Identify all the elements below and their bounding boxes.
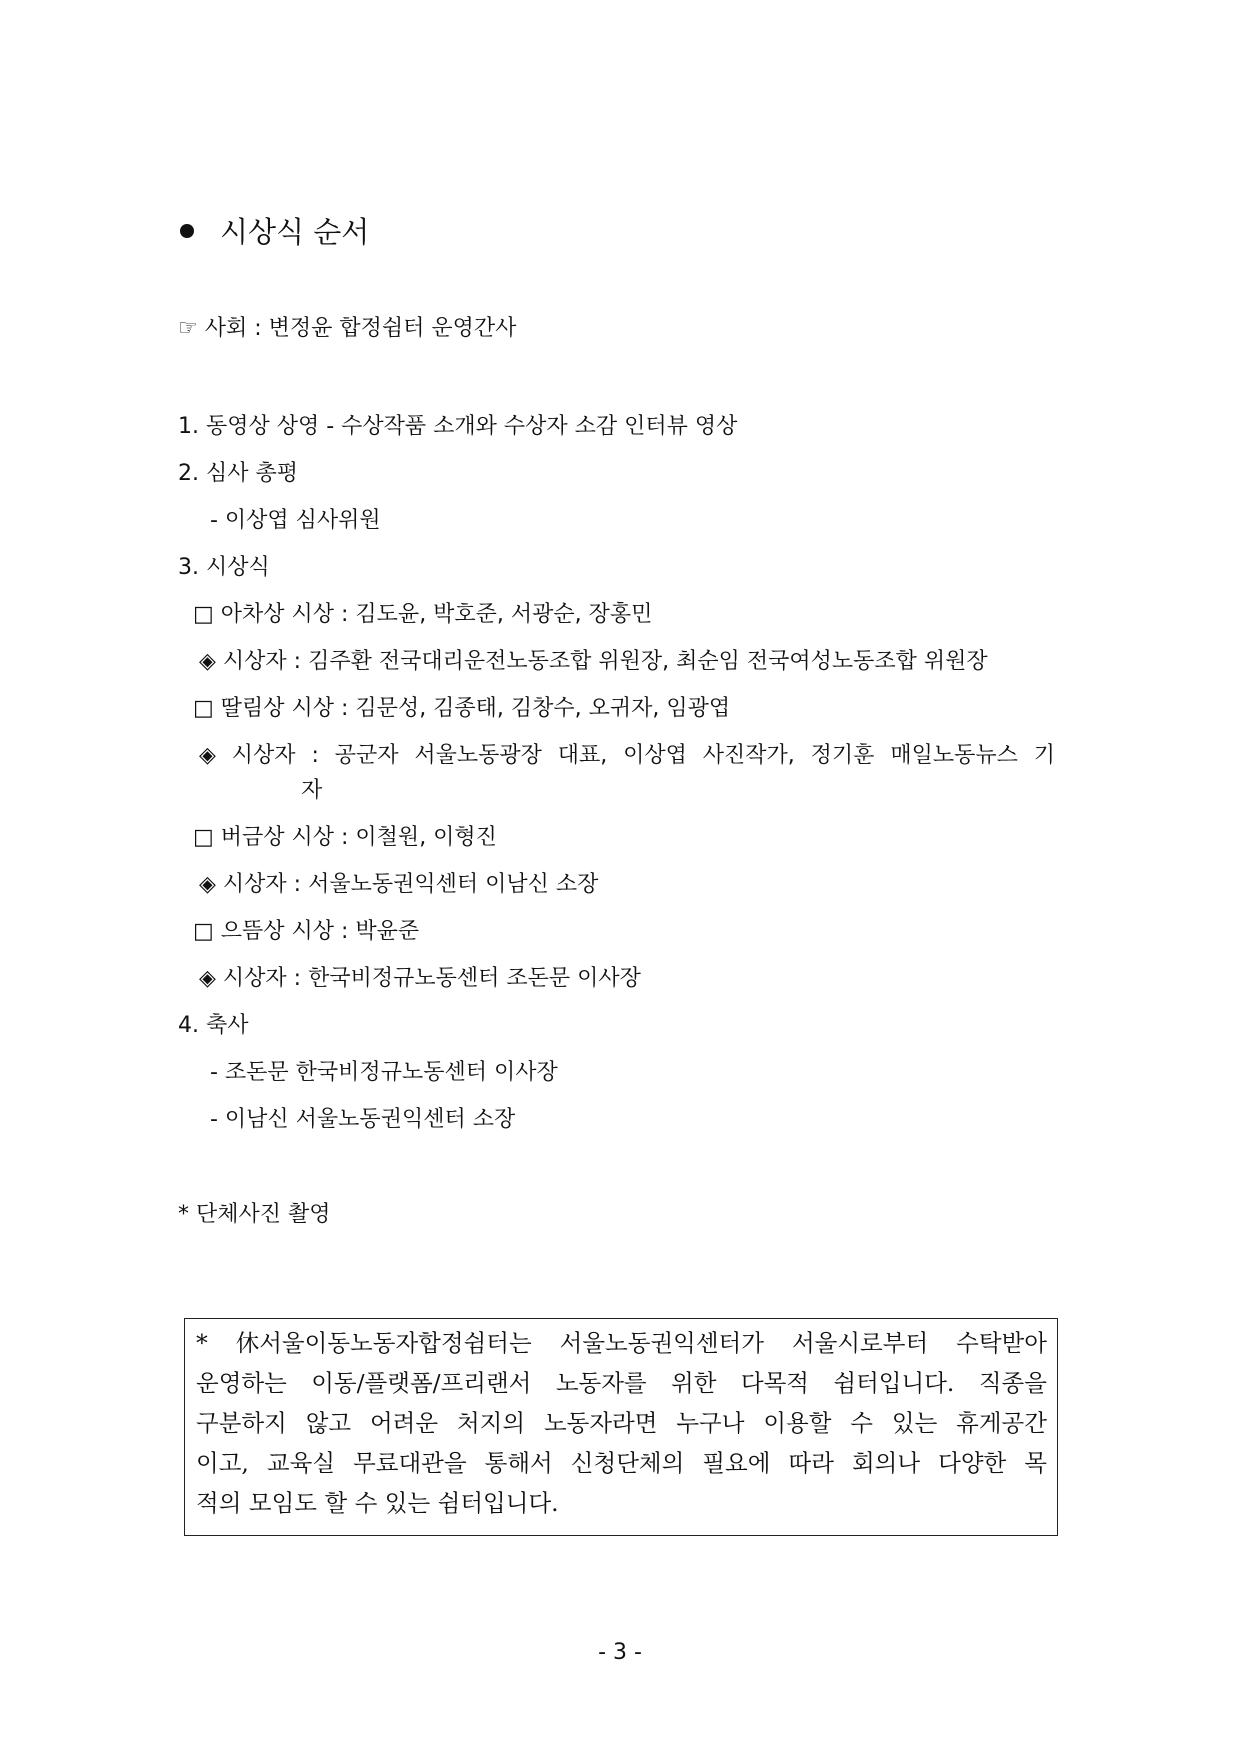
notice-word: 누구나 [676,1409,745,1437]
award-line-4: □ 으뜸상 시상 : 박윤준 [193,919,420,944]
program-item-4-sub-1: - 조돈문 한국비정규노동센터 이사장 [210,1060,558,1085]
presenter2-word: : [311,743,319,768]
presenter2-word: 매일노동뉴스 [890,743,1018,768]
notice-line-1 [196,1323,1047,1363]
section-title-text: 시상식 순서 [220,215,370,249]
presenter2-word: 서울노동광장 [414,743,542,768]
program-item-2: 2. 심사 총평 [178,461,298,486]
notice-word: 서울노동권익센터가 [559,1329,764,1357]
presenter-line-4: ◈ 시상자 : 한국비정규노동센터 조돈문 이사장 [199,966,641,991]
notice-word: 신청단체의 [570,1449,685,1477]
program-item-3: 3. 시상식 [178,555,270,580]
shelter-notice-box [184,1318,1058,1536]
presenter-line-2-cont: 자 [301,778,323,803]
presenter-line-3: ◈ 시상자 : 서울노동권익센터 이남신 소장 [199,872,599,897]
page-number: - 3 - [598,1640,642,1665]
presenter2-word: 기 [1033,743,1055,768]
presenter2-word: 공군자 [334,743,399,768]
notice-word: 않고 [305,1409,352,1437]
notice-word: * [196,1329,208,1357]
notice-word: 이용할 [763,1409,832,1437]
notice-word: 休서울이동노동자합정쉼터는 [235,1329,532,1357]
notice-word: 노동자를 [555,1369,647,1397]
notice-word: 무료대관을 [353,1449,467,1477]
program-item-2-sub: - 이상엽 심사위원 [210,508,381,533]
presenter-line-2 [199,741,1055,771]
notice-word: 다양한 [938,1449,1007,1477]
award-line-2: □ 딸림상 시상 : 김문성, 김종태, 김창수, 오귀자, 임광엽 [193,696,731,721]
presenter2-word: ◈ [199,743,216,768]
presenter2-word: 시상자 [231,743,296,768]
notice-line-3 [196,1403,1047,1443]
notice-word: 직종을 [978,1369,1047,1397]
notice-word: 운영하는 [196,1369,287,1397]
notice-line-5: 적의 모임도 할 수 있는 쉼터입니다. [196,1489,559,1517]
program-item-4-sub-2: - 이남신 서울노동권익센터 소장 [210,1107,516,1132]
notice-word: 위한 [671,1369,717,1397]
program-item-1: 1. 동영상 상영 - 수상작품 소개와 수상자 소감 인터뷰 영상 [178,414,738,439]
notice-word: 어려운 [369,1409,439,1437]
notice-word: 수 [850,1409,873,1437]
program-item-4: 4. 축사 [178,1013,249,1038]
notice-line-4 [196,1443,1047,1483]
notice-word: 노동자라면 [543,1409,658,1437]
photo-note: * 단체사진 촬영 [178,1202,331,1227]
notice-line-2 [196,1363,1047,1403]
award-line-3: □ 버금상 시상 : 이철원, 이형진 [193,825,497,850]
notice-word: 필요에 [702,1449,771,1477]
notice-word: 구분하지 [196,1409,287,1437]
bullet-icon [180,224,194,238]
presenter2-word: 이상엽 [623,743,687,768]
notice-word: 통해서 [484,1449,553,1477]
notice-word: 휴게공간 [956,1409,1047,1437]
notice-word: 수탁받아 [956,1329,1047,1357]
host-line: ☞ 사회 : 변정윤 합정쉼터 운영간사 [178,316,517,341]
section-title [180,212,369,252]
presenter-line-1: ◈ 시상자 : 김주환 전국대리운전노동조합 위원장, 최순임 전국여성노동조합 위원장 [199,649,988,674]
notice-word: 처지의 [456,1409,526,1437]
notice-word: 이동/플랫폼/프리랜서 [311,1369,532,1397]
notice-word: 있는 [891,1409,938,1437]
notice-word: 교육실 [266,1449,336,1477]
notice-word: 따라 [788,1449,834,1477]
notice-word: 회의나 [851,1449,921,1477]
presenter2-word: 정기훈 [810,743,875,768]
notice-word: 다목적 [740,1369,809,1397]
notice-word: 이고, [196,1449,249,1477]
notice-word: 목 [1024,1449,1047,1477]
notice-word: 쉼터입니다. [833,1369,955,1397]
presenter2-word: 대표, [557,743,608,768]
award-line-1: □ 아차상 시상 : 김도윤, 박호준, 서광순, 장홍민 [193,602,653,627]
presenter2-word: 사진작가, [702,743,795,768]
notice-word: 서울시로부터 [791,1329,929,1357]
